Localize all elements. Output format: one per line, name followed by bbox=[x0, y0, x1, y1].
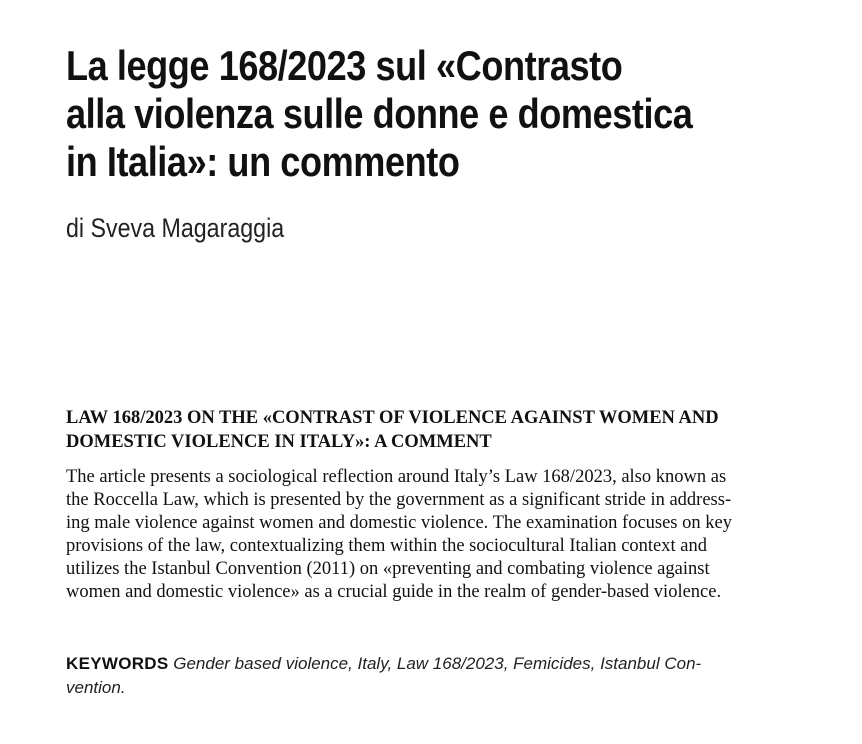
abstract-line: utilizes the Istanbul Convention (2011) on «preventing and combating violence against bbox=[66, 559, 710, 579]
english-title-line: DOMESTIC VIOLENCE IN ITALY»: A COMMENT bbox=[66, 432, 492, 452]
abstract-line: women and domestic violence» as a crucial guide in the realm of gender-based violence. bbox=[66, 582, 722, 602]
english-title-line: LAW 168/2023 ON THE «CONTRAST OF VIOLENCE AGAINST WOMEN AND bbox=[66, 408, 719, 428]
abstract-line: ing male violence against women and domestic violence. The examination focuses on key bbox=[66, 513, 732, 533]
article-title-line: alla violenza sulle donne e domestica bbox=[66, 90, 693, 137]
keywords-text: Gender based violence, Italy, Law 168/2023, Femicides, Istanbul Con- bbox=[173, 654, 702, 673]
keywords-block bbox=[66, 652, 826, 700]
article-title-line: La legge 168/2023 sul «Contrasto bbox=[66, 42, 623, 89]
article-title bbox=[66, 42, 737, 186]
keywords-label: KEYWORDS bbox=[66, 654, 169, 673]
article-author: di Sveva Magaraggia bbox=[66, 213, 285, 243]
article-title-line: in Italia»: un commento bbox=[66, 138, 460, 185]
abstract-line: The article presents a sociological reflection around Italy’s Law 168/2023, also known as bbox=[66, 467, 727, 487]
abstract-line: the Roccella Law, which is presented by the government as a significant stride in address- bbox=[66, 490, 732, 510]
keywords-text-continued: vention. bbox=[66, 678, 126, 697]
keywords-line bbox=[66, 652, 826, 676]
abstract-line: provisions of the law, contextualizing them within the sociocultural Italian context and bbox=[66, 536, 707, 556]
english-title bbox=[66, 406, 826, 454]
abstract-paragraph bbox=[66, 466, 826, 604]
